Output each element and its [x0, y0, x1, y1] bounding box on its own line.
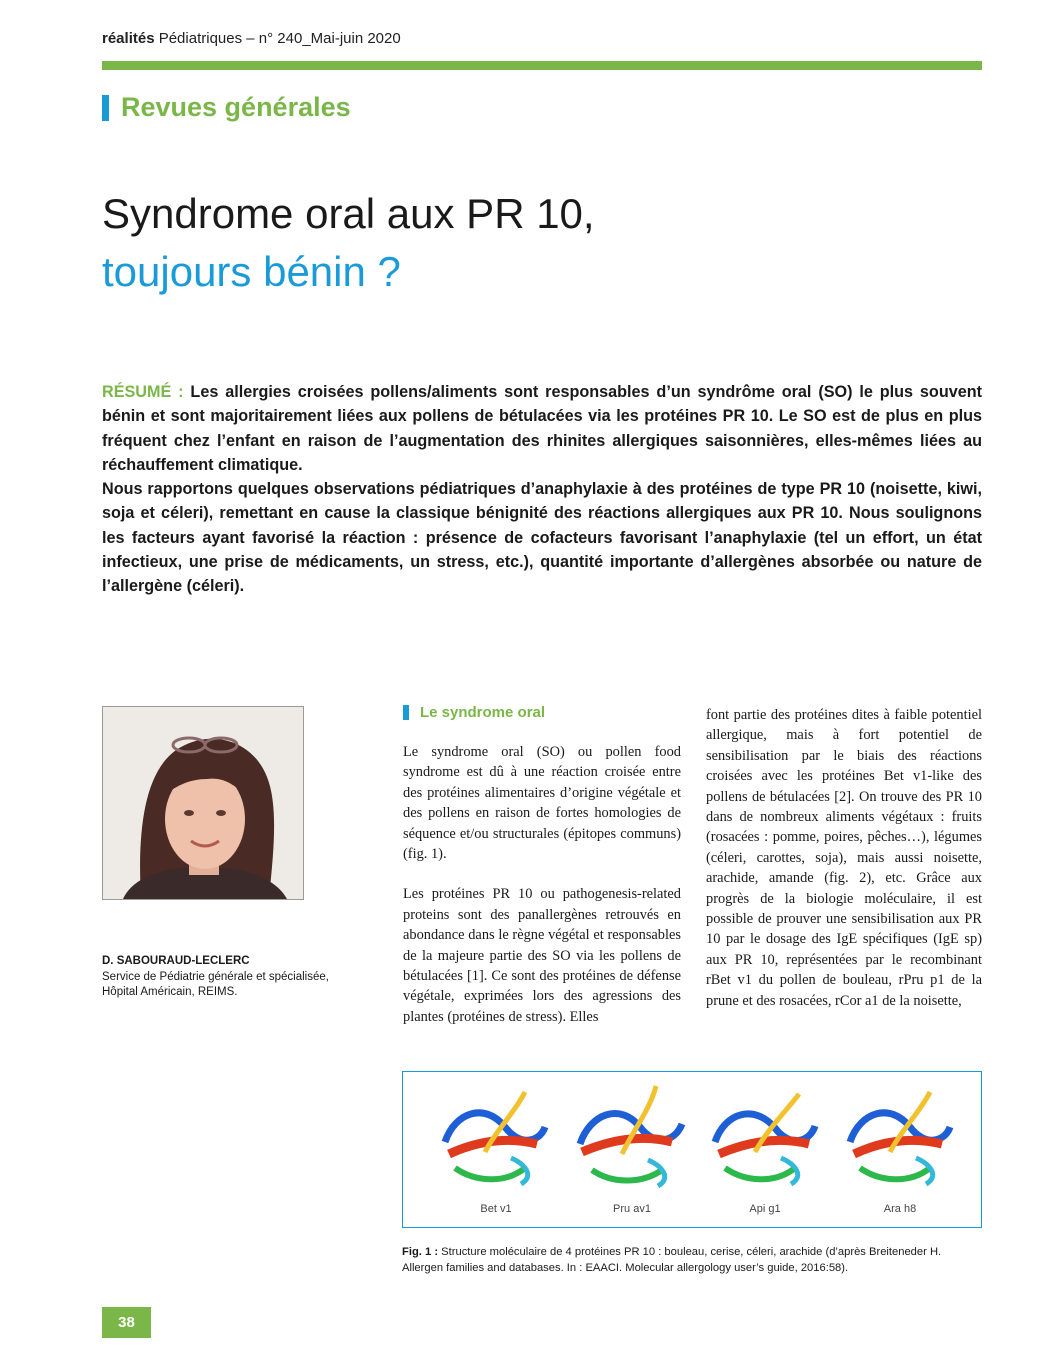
body-column-3	[706, 705, 982, 1011]
author-affiliation: Service de Pédiatrie générale et spécialisée, Hôpital Américain, REIMS.	[102, 971, 329, 998]
running-head	[102, 30, 401, 47]
figure-caption-label: Fig. 1 :	[402, 1246, 439, 1258]
page-number: 38	[102, 1307, 151, 1338]
body-paragraph: Le syndrome oral (SO) ou pollen food syndrome est dû à une réaction croisée entre des protéines alimentaires d’origine végétale et des pollens en raison de fortes homologies de séquence et/ou structurales (épitopes communs) (fig. 1).	[403, 744, 681, 863]
abstract	[102, 380, 982, 599]
abstract-paragraph-1	[102, 380, 982, 477]
issue-info: Pédiatriques – n° 240_Mai-juin 2020	[154, 30, 401, 47]
author-name: D. SABOURAUD-LECLERC	[102, 955, 250, 967]
abstract-paragraph-2: Nous rapportons quelques observations pédiatriques d’anaphylaxie à des protéines de type PR 10 (noisette, kiwi, soja et céleri), remettant en cause la classique bénignité des réactions allergiques aux PR 10. Nous soulignons les facteurs ayant favorisé la réaction : présence de cofacteurs favorisant l’anaphylaxie (tel un effort, un état infectieux, une prise de médicaments, un stress, etc.), quantité importante d’allergènes absorbée ou nature de l’allergène (céleri).	[102, 480, 982, 596]
body-paragraph: font partie des protéines dites à faible potentiel allergique, mais à fort potentiel de sensibilisation par le biais des réactions croisées avec les protéines Bet v1-like des pollens de bétulacées [2]. On trouve des PR 10 dans de nombreux aliments végétaux : fruits (rosacées : pomme, poires, pêches…), légumes (céleri, carottes, soja), mais aussi noisette, arachide, amande (fig. 2), etc. Grâce aux progrès de la biologie moléculaire, il est possible de prouver une sensibilisation aux PR 10 par le dosage des IgE spécifiques (IgE sp) aux PR 10, représentées par le recombinant rBet v1 du pollen de bouleau, rPru p1 de la prune et des rosacées, rCor a1 de la noisette,	[706, 707, 982, 1009]
author-photo	[102, 706, 304, 900]
body-paragraph: Les protéines PR 10 ou pathogenesis-related proteins sont des panallergènes retrouvés en abondance dans le règne végétal et responsables de la majeure partie des SO via les pollens de bétulacées [1]. Ce sont des protéines de défense végétale, exprimées lors des agressions des plantes (protéines de stress). Elles	[403, 886, 681, 1025]
journal-name: réalités	[102, 30, 155, 47]
protein-label: Pru av1	[613, 1203, 651, 1215]
protein-label: Bet v1	[480, 1203, 512, 1215]
figure-caption-text: Structure moléculaire de 4 protéines PR 10 : bouleau, cerise, céleri, arachide (d’après Breiteneder H. Allergen families and databases. In : EAACI. Molecular allergology user’s guide, 2016:58).	[402, 1246, 942, 1274]
section-marker-bar	[102, 95, 109, 121]
protein-label: Ara h8	[883, 1203, 917, 1215]
abstract-label: RÉSUMÉ :	[102, 383, 184, 401]
section-label-text: Revues générales	[121, 92, 351, 122]
subheading-text: Le syndrome oral	[420, 704, 546, 721]
figure-1	[402, 1071, 982, 1228]
subheading	[403, 704, 545, 721]
body-column-2	[403, 742, 681, 1027]
abstract-text-1: Les allergies croisées pollens/aliments sont responsables d’un syndrôme oral (SO) le plus souvent bénin et sont majoritairement liées aux pollens de bétulacées via les protéines PR 10. Le SO est de plus en plus fréquent chez l’enfant en raison de l’augmentation des rhinites allergiques saisonnières, elles-mêmes liées au réchauffement climatique.	[102, 383, 982, 474]
header-rule	[102, 61, 982, 70]
protein-structures-image	[403, 1072, 981, 1197]
subheading-marker-bar	[403, 705, 409, 720]
section-label	[102, 92, 351, 123]
protein-label: Api g1	[749, 1203, 781, 1215]
figure-caption	[402, 1244, 980, 1276]
article-title-line2: toujours bénin ?	[102, 248, 401, 295]
article-title-line1: Syndrome oral aux PR 10,	[102, 190, 595, 237]
